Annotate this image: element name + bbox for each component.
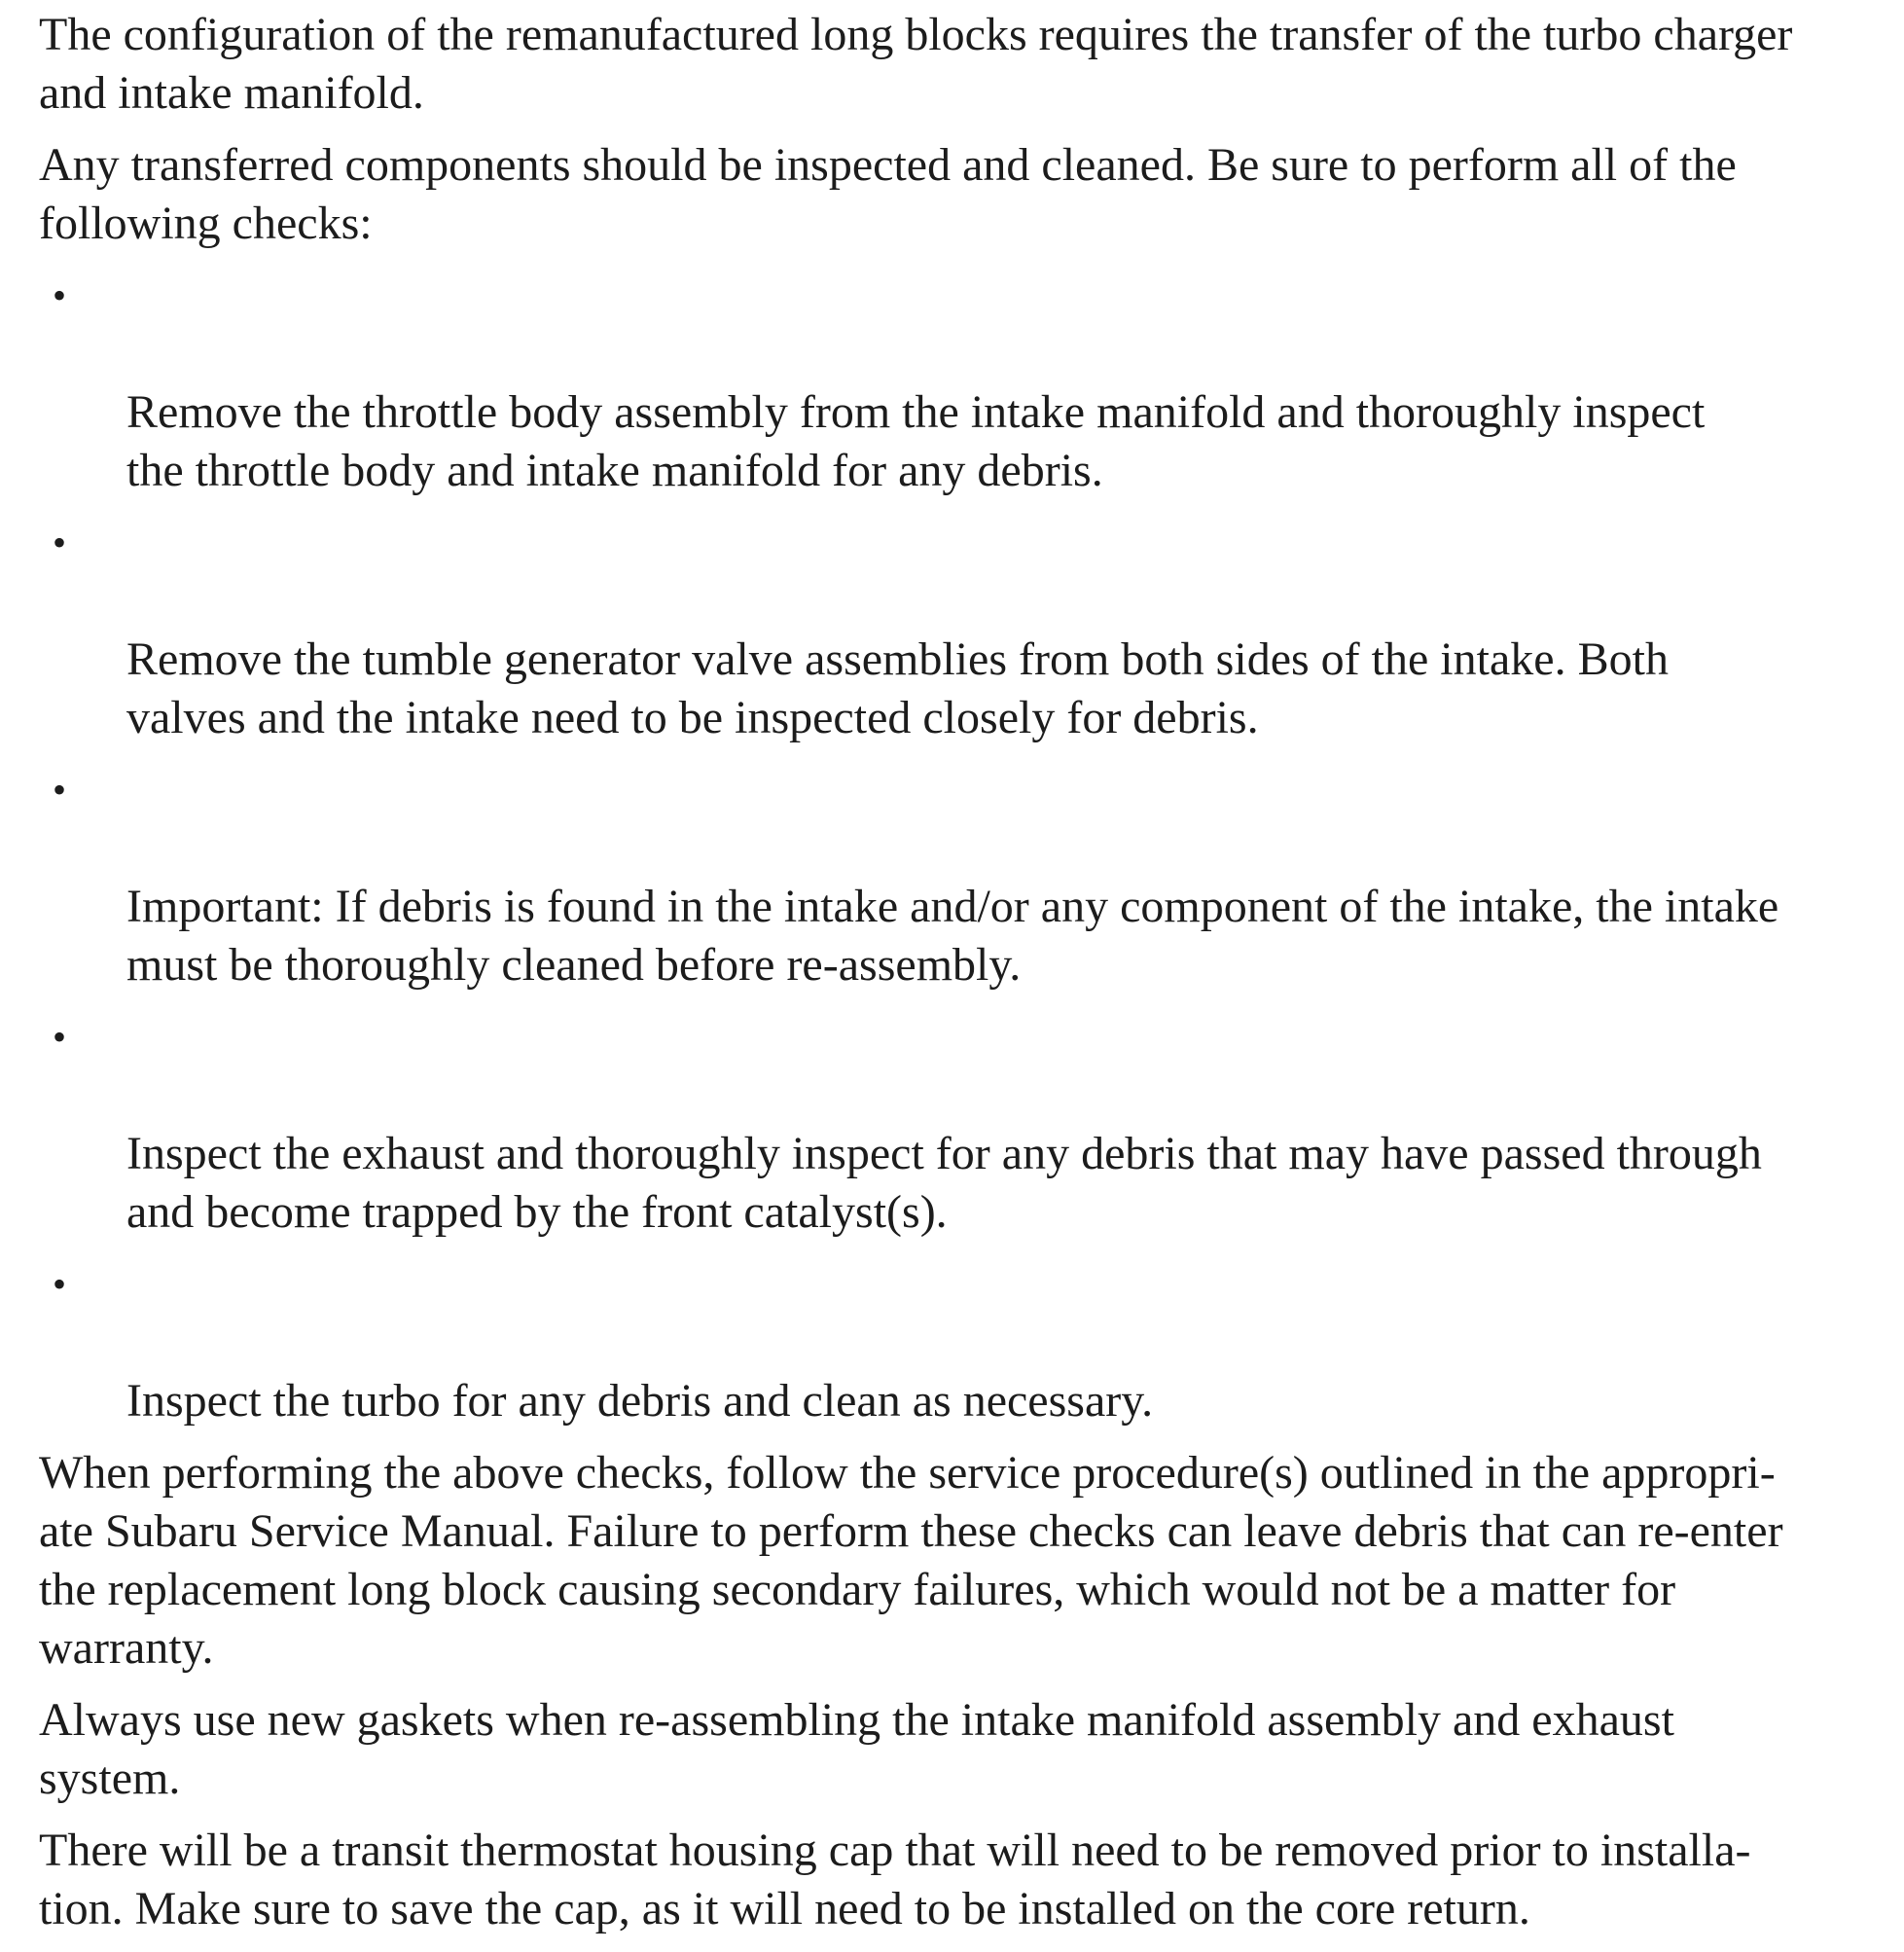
list-item <box>39 1008 1878 1242</box>
bullet-icon: • <box>53 1262 67 1306</box>
list-item <box>39 761 1878 994</box>
list-item <box>39 267 1878 500</box>
bullet-icon: • <box>53 768 67 812</box>
list-item-text: Remove the throttle body assembly from the intake manifold and thoroughly inspect the throttle body and intake manifold for any debris. <box>126 386 1706 496</box>
list-item-text: Important: If debris is found in the intake and/or any component of the intake, the intake must be thoroughly cleaned before re-assembly. <box>126 881 1779 991</box>
intro-paragraph: The configuration of the remanufactured long blocks requires the transfer of the turbo charger and intake manifold. <box>39 9 1793 119</box>
bullet-icon: • <box>53 273 67 317</box>
document-page <box>39 6 1878 1952</box>
list-item-text: Inspect the exhaust and thoroughly inspect for any debris that may have passed through and become trapped by the front catalyst(s). <box>126 1128 1762 1238</box>
thermostat-cap-paragraph: There will be a transit thermostat housing cap that will need to be removed prior to installa- tion. Make sure to save the cap, as it will need to be installed on the core return. <box>39 1825 1751 1934</box>
bullet-icon: • <box>53 521 67 564</box>
gaskets-paragraph: Always use new gaskets when re-assembling the intake manifold assembly and exhaust system. <box>39 1694 1674 1804</box>
list-item-text: Remove the tumble generator valve assemblies from both sides of the intake. Both valves and the intake need to be inspected closely for debris. <box>126 633 1669 743</box>
list-item <box>39 1255 1878 1430</box>
checks-list <box>39 267 1878 1430</box>
bullet-icon: • <box>53 1015 67 1059</box>
list-item <box>39 514 1878 747</box>
list-item-text: Inspect the turbo for any debris and clean as necessary. <box>126 1375 1154 1427</box>
service-procedure-paragraph: When performing the above checks, follow the service procedure(s) outlined in the appropri- ate Subaru Service Manual. Failure to perform these checks can leave debris that can re-enter the replacement long block causing secondary failures, which would not be a matter for warranty. <box>39 1447 1783 1674</box>
inspection-intro-paragraph: Any transferred components should be inspected and cleaned. Be sure to perform all of the following checks: <box>39 139 1737 249</box>
